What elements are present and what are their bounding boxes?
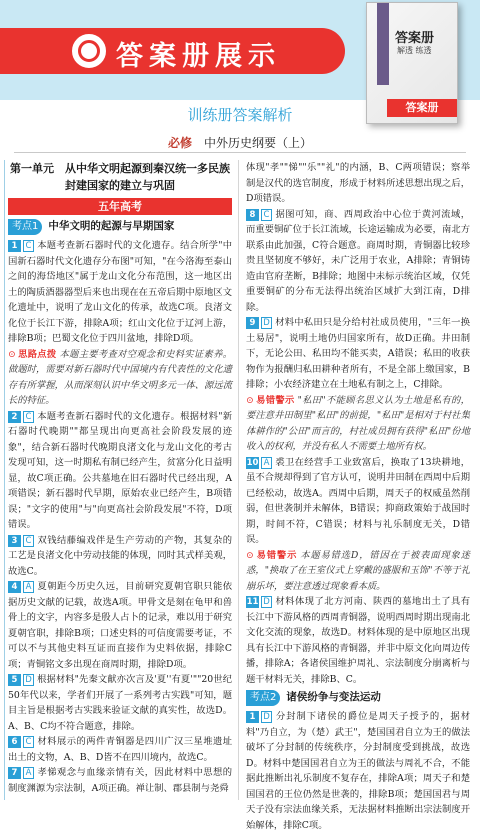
tip-icon: ⊙ [8,348,16,360]
kaodian-title: 中华文明的起源与早期国家 [48,220,175,233]
answer-option: A [23,767,34,779]
tip-note [246,548,470,595]
tip-note [246,393,470,455]
answer-text: 夏朝距今历史久远，目前研究夏朝官职只能依据历史文献的记载，故选A项。甲骨文是刻在龟甲和兽骨上的文字，内容多是殷人占卜的记录，难以用于研究夏朝官职，排除B项；口述史料的可信度需要考证，不可以不与其他史料互证而直接作为史料依据，排除C项；青铜铭文多出现在商周时期，排除D项。 [8,581,232,670]
answer-text: 材料中私田只是分给村社成员使用，"三年一换土易居"，说明土地仍归国家所有，故D正确。井田制下，无论公田、私田均不能买卖，A错误；私田的收获物作为报酬归私田耕种者所有，不是全部上缴国家，B排除；小农经济建立在土地私有制之上，C排除。 [246,317,470,390]
kaodian-header [246,690,470,706]
left-border [4,160,5,800]
tip-label: 易错警示 [255,394,295,406]
answer-item [246,594,470,687]
course-tag: 必修 [167,136,192,150]
question-number: 4 [8,581,21,593]
question-number: 1 [8,240,21,252]
kaodian-header [8,219,232,235]
answer-text: 材料体现了北方河南、陕西的墓地出土了具有长江中下游风格的西周青铜器，说明西周时期出现南北文化交流的现象，故选D。材料体现的是中原地区出现具有长江中下游风格的青铜器，并非中原文化向周边传播，排除A；各诸侯国维护周礼、宗法制度分崩离析与题干材料无关，排除B、C。 [246,596,470,685]
unit-title: 第一单元 从中华文明起源到秦汉统一多民族封建国家的建立与巩固 [10,162,230,192]
tip-text: "私田"不能顾名思义认为土地是私有的，要注意井田制里"私田"的前提，"私田"是相对于村社集体耕作的"公田"而言的，村社成员拥有获得"私田"份地收入的权利，并没有私人不需要土地所有权。 [246,394,470,452]
answer-text: 分封制下诸侯的爵位是周天子授予的，据材料"乃自立，为（楚）武王"，楚国国君自立为王的做法破坏了分封制的传统秩序，分封制度受到挑战，故选D。材料中楚国国君自立为王的做法与周礼不合，不能据此推断出礼乐制度不复存在，排除A项；周天子和楚国国君的王位仍然是世袭的，排除B项；楚国国君与周天子没有宗法血缘关系，无法据材料推断出宗法制度开始解体，排除C项。 [246,711,470,831]
question-number: 5 [8,674,21,686]
answer-item [8,238,232,347]
book-subtitle: 解透 练透 [397,46,432,55]
kaodian-tag: 考点2 [246,690,280,706]
answer-item [246,455,470,548]
answer-option: A [23,581,34,593]
answer-option: D [261,596,272,608]
answer-list [246,709,470,833]
answer-text: 本题考查新石器时代的文化遗存。根据材料"新石器时代晚期""都呈现出向更高社会阶段发展的迹象"，结合新石器时代晚期良渚文化与龙山文化的考古发现可知，这一时期私有制已经产生，贫富分化日益明显，故C项正确。公共墓地在旧石器时代已经出现，A项错误；新石器时代早期，原始农业已经产生，B项错误；"文字的使用"与"向更高社会阶段发展"不符，D项错误。 [8,410,232,530]
answer-item [246,207,470,316]
answer-text: 体现"孝""悌""乐""礼"的内涵，B、C两项错误；察举制是汉代的选官制度，形成于材料所述思想出现之后，D项错误。 [246,162,470,204]
book-spine-strip [377,3,389,85]
answer-text: 双钱结藤编戏伴是生产劳动的产物，其复杂的工艺是良渚文化中劳动技能的体现，同时其式样美观，故选C。 [8,534,232,577]
kaodian-title: 诸侯纷争与变法运动 [286,691,381,704]
question-number: 2 [8,411,21,423]
course-line [0,134,480,151]
answer-text: 本题考查新石器时代的文化遗存。结合所学"中国新石器时代文化遗存分布图"可知，"在今洛海至泰山之间的海岱地区"属于龙山文化分布范围，这一地区出土的陶质酒器器型后来也出现在在五帝后期中原地区文化遗址中，说明了龙山文化的传承，故选C项。良渚文化位于长江下游，排除A项；红山文化位于辽河上游，排除B项；巴蜀文化位于四川盆地，排除D项。 [8,240,232,344]
section-band: 五年高考 [8,198,232,215]
answer-text: 材料展示的两件青铜器是四川广汉三星堆遗址出土的文物，A、B、D皆不在四川境内，故选C。 [8,736,232,763]
question-number: 1 [246,711,259,723]
banner-title: 答案册展示 [116,41,281,72]
answer-item [8,672,232,734]
question-number: 8 [246,209,259,221]
answer-item [246,160,470,207]
left-column [8,160,232,796]
answer-text: 据图可知，商、西周政治中心位于黄河流域，而重要铜矿位于长江流域，长途运输成为必要，南北方联系由此加强，C符合题意。商周时期，青铜器比较珍贵且坚韧度不够好，未广泛用于农业，A排除；青铜铸造由官府垄断，B排除；地图中未标示统治区域，仅凭重要铜矿的分布无法得出统治区域扩大到江南，D排除。 [246,208,470,313]
answer-item [8,533,232,580]
book-title: 答案册 [395,31,435,46]
right-column [246,160,470,833]
column-divider [238,160,239,800]
answer-item [8,409,232,533]
course-name: 中外历史纲要（上） [204,136,313,150]
answer-list [8,238,232,796]
answer-option: D [261,317,272,329]
tip-icon: ⊙ [246,549,254,561]
question-number: 9 [246,317,259,329]
question-number: 3 [8,535,21,547]
tip-text: 本题易错选D，错因在于被表面现象迷惑，"换取了在王室仪式上穿戴的盛服和玉饰"不等于礼崩乐坏，要注意透过现象看本质。 [246,549,470,592]
answer-item [8,765,232,796]
book-label: 答案册 [387,99,457,117]
question-number: 10 [246,457,259,468]
answer-option: C [23,535,34,547]
answer-option: D [23,674,34,686]
tip-text: 本题主要考查对空观念和史料实证素养。做题时，需要对新石器时代中国境内有代表性的文化遗存有所掌握，从而深刻认识中华文明多元一体、源远流长的特征。 [8,348,232,406]
answer-option: C [23,240,34,252]
tip-label: 思路点拨 [17,348,57,360]
answer-option: A [261,457,272,469]
tip-note [8,347,232,409]
answer-option: C [23,411,34,423]
logo-icon [72,34,106,68]
header-banner-area [0,0,480,114]
question-number: 6 [8,736,21,748]
question-number: 11 [246,597,259,607]
answer-text: 孝悌观念与血缘亲情有关，因此材料中思想的制度渊源为宗法制，A项正确。禅让制、郡县制与尧舜 [8,767,232,794]
answer-option: C [23,736,34,748]
answer-item [8,579,232,672]
answer-list [246,160,470,687]
tip-icon: ⊙ [246,394,254,406]
answer-item [246,315,470,393]
answer-text: 根据材料"先秦文献亦次言及'夏''有夏'""20世纪50年代以来，学者们开展了一系列考古实践"可知，题目主旨是根据考古实践来验证文献的真实性，故选D。A、B、C均不符合题意，排除。 [8,674,232,732]
kaodian-tag: 考点1 [8,219,42,235]
answer-item [246,709,470,833]
tip-label: 易错警示 [255,549,298,561]
title-banner [0,28,345,74]
answer-option: D [261,711,272,723]
section-subtitle: 训练册答案解析 [187,106,293,124]
question-number: 7 [8,767,21,779]
divider [14,152,466,153]
answer-option: C [261,209,272,221]
answer-text: 裘卫在经营手工业致富后，换取了13块耕地，虽不合规却得到了官方认可，说明井田制在西周中后期已经松动，故选A。西周中后期，周天子的权威虽然削弱，但世袭制并未解体，B错误；抑商政策始于战国时期，时间不符，C错误；材料与礼乐制度无关，D错误。 [246,456,470,545]
book-cover-image [366,2,458,124]
answer-item [8,734,232,765]
